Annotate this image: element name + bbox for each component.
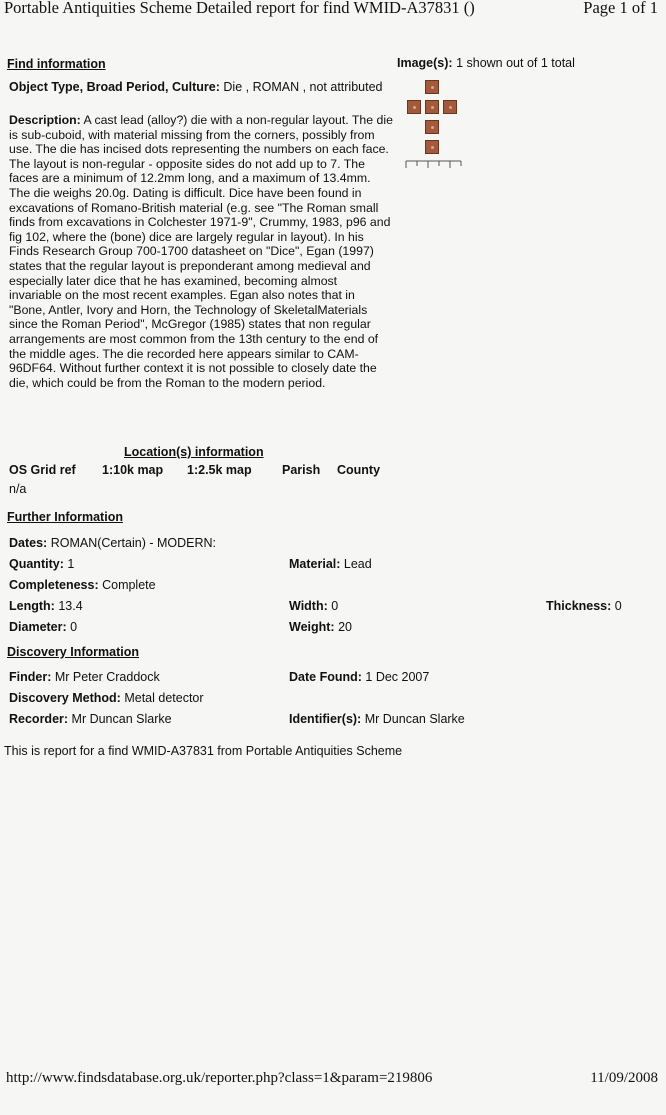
- find-information-heading: Find information: [7, 57, 106, 71]
- weight-row: [289, 620, 352, 635]
- die-face-center: [425, 100, 439, 114]
- images-summary: [397, 56, 575, 71]
- die-photo-thumbnail[interactable]: [405, 80, 465, 175]
- description-text: A cast lead (alloy?) die with a non-regular layout. The die is sub-cuboid, with material missing from the corners, possibly from use. The die has incised dots representing the numbers on each face. The layout is non-regular - opposite sides do not add up to 7. The faces are a minimum of 12.2mm long, and a maximum of 13.4mm. The die weighs 20.0g. Dating is difficult. Dice have been found in excavations of Romano-British material (e.g. see "The Roman small finds from excavations in Colchester 1971-9", Crummy, 1983, p96 and fig 102, where the (bone) dice are largely regular in layout). In his Finds Research Group 700-1700 datasheet on "Dice", Egan (1997) states that the regular layout is preponderant among medieval and especially later dice that he has examined, becoming almost invariable on the most recent examples. Egan also notes that in "Bone, Antler, Ivory and Horn, the Technology of SkeletalMaterials since the Roman Period", McGregor (1985) states that non regular arrangements are most common from the 13th century to the end of the middle ages. The die recorded here appears similar to CAM-96DF64. Without further context it is not possible to closely date the die, which could be from the Roman to the modern period.: [9, 113, 393, 390]
- recorder-row: [9, 712, 172, 727]
- os-grid-ref-value: n/a: [9, 482, 27, 496]
- dates-label: Dates:: [9, 536, 48, 550]
- description-label: Description:: [9, 113, 81, 127]
- weight-label: Weight:: [289, 620, 335, 634]
- width-value: 0: [331, 599, 339, 613]
- die-face-top: [425, 80, 439, 94]
- date-found-row: [289, 670, 429, 685]
- footer-url[interactable]: http://www.findsdatabase.org.uk/reporter.php?class=1&param=219806: [6, 1070, 433, 1086]
- diameter-label: Diameter:: [9, 620, 67, 634]
- date-found-value: 1 Dec 2007: [365, 670, 430, 684]
- material-value: Lead: [343, 557, 372, 571]
- completeness-label: Completeness:: [9, 578, 99, 592]
- map-2-5k-header: 1:2.5k map: [187, 463, 252, 477]
- thickness-label: Thickness:: [546, 599, 612, 613]
- object-type-row: [9, 80, 389, 95]
- finder-row: [9, 670, 160, 685]
- identifier-label: Identifier(s):: [289, 712, 362, 726]
- report-title: Portable Antiquities Scheme Detailed report for find WMID-A37831 (): [4, 0, 475, 17]
- discovery-method-label: Discovery Method:: [9, 691, 121, 705]
- material-row: [289, 557, 372, 572]
- images-label: Image(s):: [397, 56, 453, 70]
- description: [9, 113, 393, 390]
- map-10k-header: 1:10k map: [102, 463, 164, 477]
- dates-value: ROMAN(Certain) - MODERN:: [50, 536, 216, 550]
- die-face-lower: [425, 120, 439, 134]
- object-type-label: Object Type, Broad Period, Culture:: [9, 80, 220, 94]
- completeness-value: Complete: [102, 578, 156, 592]
- die-face-bottom: [425, 140, 439, 154]
- discovery-information-heading: Discovery Information: [7, 645, 139, 659]
- parish-header: Parish: [282, 463, 321, 477]
- images-count: 1 shown out of 1 total: [456, 56, 575, 70]
- finder-label: Finder:: [9, 670, 52, 684]
- object-type-value: Die , ROMAN , not attributed: [223, 80, 383, 94]
- quantity-value: 1: [67, 557, 75, 571]
- thickness-row: [546, 599, 622, 614]
- width-row: [289, 599, 338, 614]
- discovery-method-value: Metal detector: [124, 691, 204, 705]
- date-found-label: Date Found:: [289, 670, 362, 684]
- discovery-method-row: [9, 691, 204, 706]
- further-information-heading: Further Information: [7, 510, 123, 524]
- diameter-row: [9, 620, 77, 635]
- scale-ruler-icon: [405, 158, 463, 170]
- completeness-row: [9, 578, 156, 593]
- die-face-right: [443, 100, 457, 114]
- material-label: Material:: [289, 557, 341, 571]
- identifier-value: Mr Duncan Slarke: [364, 712, 465, 726]
- diameter-value: 0: [70, 620, 78, 634]
- length-value: 13.4: [58, 599, 83, 613]
- page-number: Page 1 of 1: [583, 0, 658, 17]
- footer-date: 11/09/2008: [590, 1070, 658, 1086]
- die-face-left: [407, 100, 421, 114]
- thickness-value: 0: [614, 599, 622, 613]
- recorder-label: Recorder:: [9, 712, 69, 726]
- county-header: County: [337, 463, 381, 477]
- location-columns: [9, 463, 409, 479]
- width-label: Width:: [289, 599, 328, 613]
- length-label: Length:: [9, 599, 55, 613]
- location-information-heading: Location(s) information: [124, 445, 264, 459]
- dates-row: [9, 536, 216, 551]
- os-grid-ref-header: OS Grid ref: [9, 463, 76, 477]
- recorder-value: Mr Duncan Slarke: [71, 712, 172, 726]
- report-summary: This is report for a find WMID-A37831 from Portable Antiquities Scheme: [4, 744, 403, 758]
- finder-value: Mr Peter Craddock: [54, 670, 160, 684]
- length-row: [9, 599, 83, 614]
- weight-value: 20: [338, 620, 352, 634]
- quantity-label: Quantity:: [9, 557, 64, 571]
- quantity-row: [9, 557, 74, 572]
- identifier-row: [289, 712, 465, 727]
